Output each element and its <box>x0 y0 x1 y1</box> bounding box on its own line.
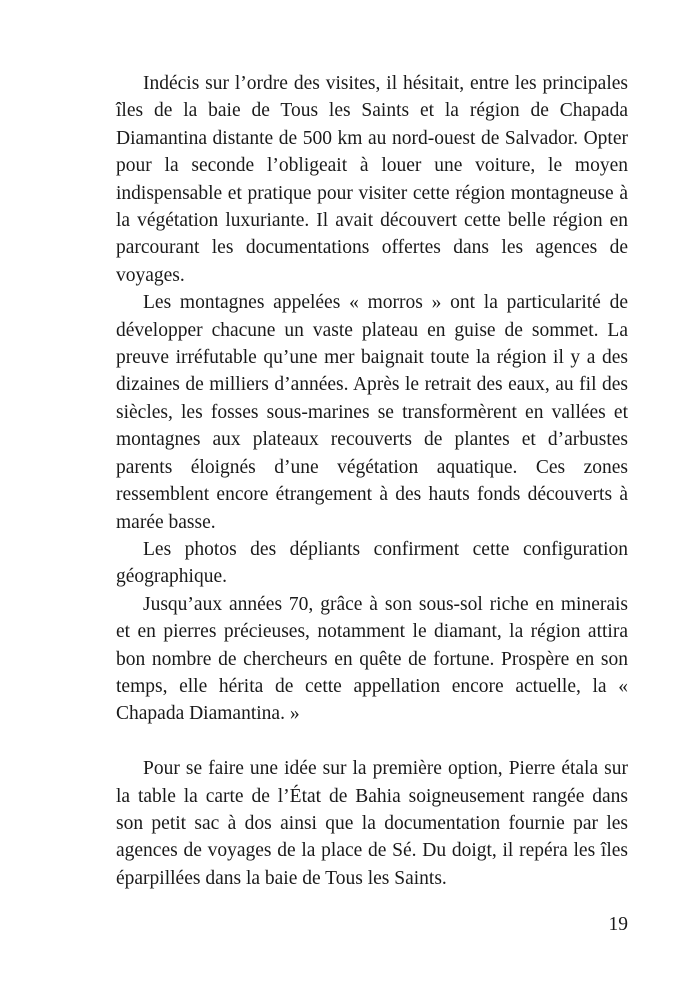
paragraph-map: Pour se faire une idée sur la première option, Pierre étala sur la table la carte de l’État de Bahia soigneusement rangée dans son petit sac à dos ainsi que la documentation fournie par les agences de voyages de la place de Sé. Du doigt, il repéra les îles éparpillées dans la baie de Tous les Saints. <box>116 758 628 889</box>
paragraph-visit-order: Indécis sur l’ordre des visites, il hésitait, entre les principales îles de la baie de Tous les Saints et la région de Chapada Diamantina distante de 500 km au nord-ouest de Salvador. Opter pour la seconde l’obligeait à louer une voiture, le moyen indispensable et pratique pour visiter cette région montagneuse à la végétation luxuriante. Il avait découvert cette belle région en parcourant les documentations offertes dans les agences de voyages. <box>116 73 628 286</box>
paragraph-morros: Les montagnes appelées « morros » ont la particularité de développer chacune un vaste plateau en guise de sommet. La preuve irréfutable qu’une mer baignait toute la région il y a des dizaines de milliers d’années. Après le retrait des eaux, au fil des siècles, les fosses sous-marines se transformèrent en vallées et montagnes aux plateaux recouverts de plantes et d’arbustes parents éloignés d’une végétation aquatique. Ces zones ressemblent encore étrangement à des hauts fonds découverts à marée basse. <box>116 292 628 533</box>
paragraph-diamonds: Jusqu’aux années 70, grâce à son sous-sol riche en minerais et en pierres précieuses, notamment le diamant, la région attira bon nombre de chercheurs en quête de fortune. Prospère en son temps, elle hérita de cette appellation encore actuelle, la « Chapada Diamantina. » <box>116 593 628 725</box>
page-number: 19 <box>608 914 628 935</box>
paragraph-leaflets: Les photos des dépliants confirment cette configuration géographique. <box>116 538 628 588</box>
body-text <box>116 70 628 892</box>
